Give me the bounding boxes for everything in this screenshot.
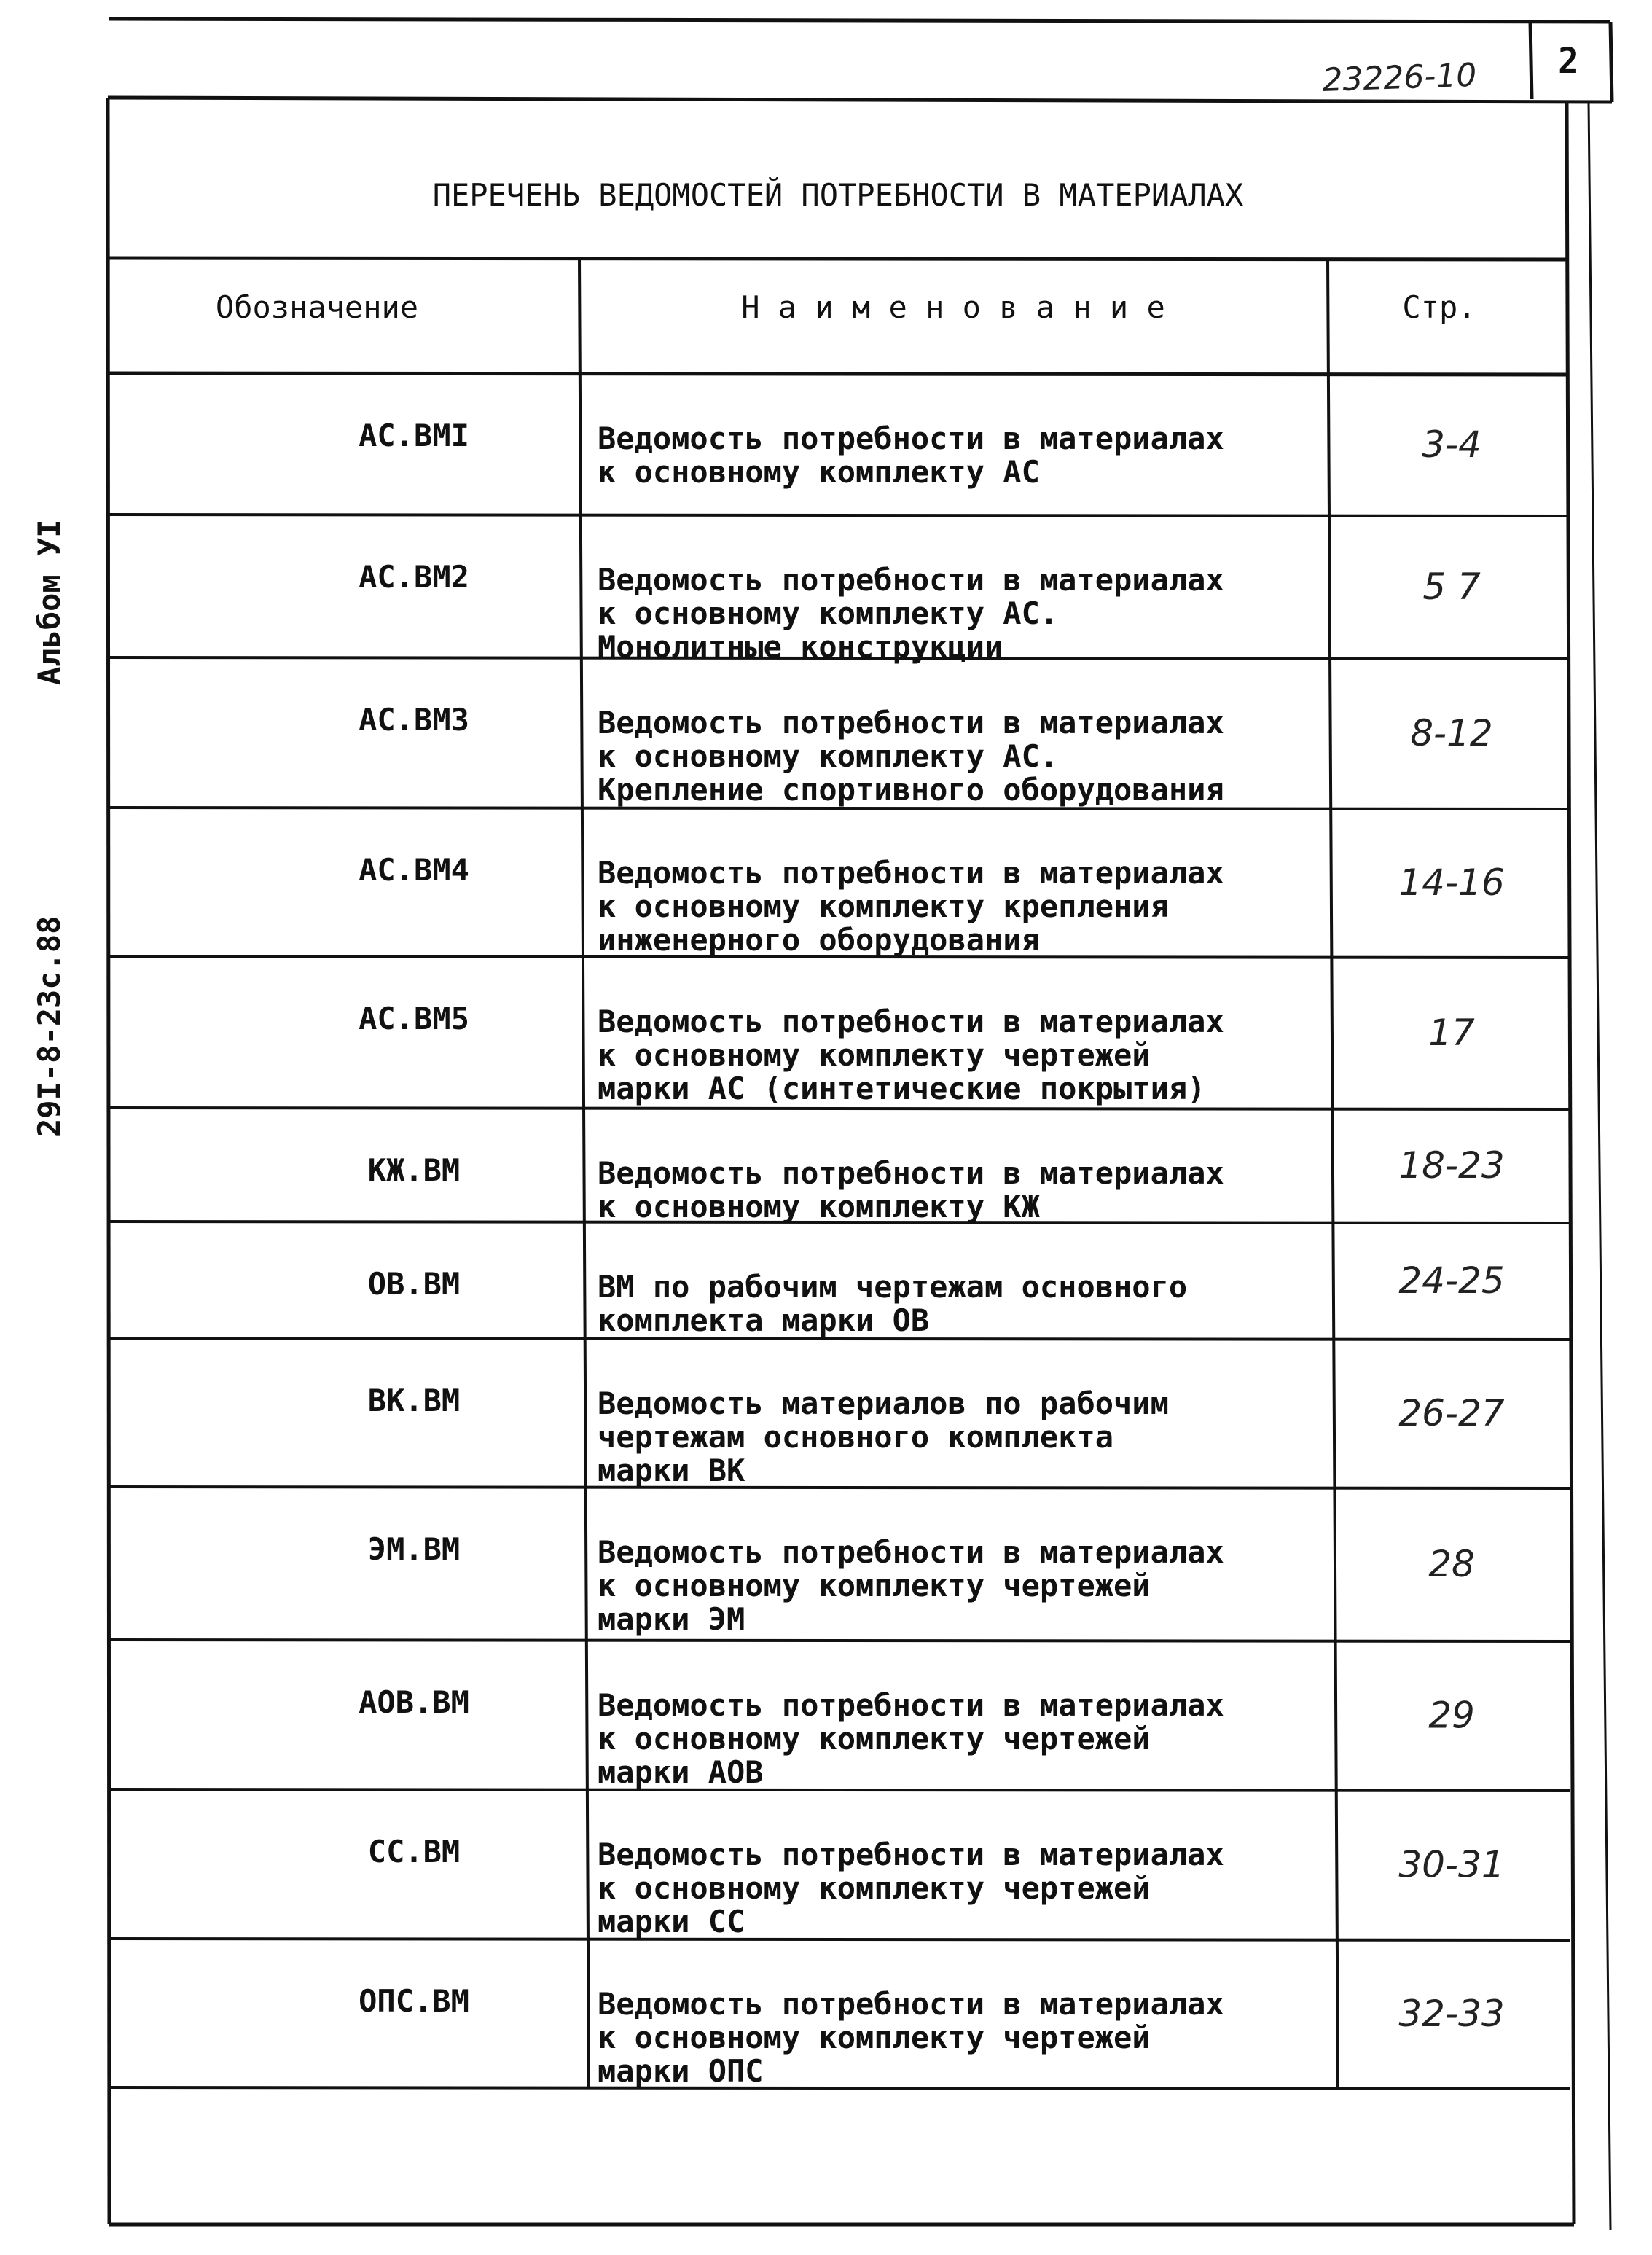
row-name-line: Ведомость потребности в материалах (598, 1155, 1224, 1191)
table-row (359, 702, 1493, 808)
row-designation: АС.ВМI (359, 418, 469, 453)
row-page-range: 28 (1428, 1543, 1475, 1585)
row-name-line: к основному комплекту АС. (598, 738, 1059, 774)
page-number: 2 (1558, 41, 1579, 82)
row-name-line: к основному комплекту АС (598, 454, 1040, 490)
table-row (359, 559, 1481, 665)
row-page-range: 30-31 (1398, 1843, 1505, 1886)
document-title: ПЕРЕЧЕНЬ ВЕДОМОСТЕЙ ПОТРЕБНОСТИ В МАТЕРИАЛАХ (432, 177, 1244, 213)
row-page-range: 26-27 (1398, 1392, 1505, 1434)
row-designation: ОПС.ВМ (359, 1983, 469, 2019)
row-name-line: к основному комплекту чертежей (598, 1037, 1151, 1073)
row-name-line: марки ЭМ (598, 1601, 745, 1637)
row-name-line: Ведомость потребности в материалах (598, 1004, 1224, 1039)
side-album-label: Альбом УI (31, 519, 67, 685)
column-header-name: Н а и м е н о в а н и е (741, 289, 1165, 325)
row-name-line: к основному комплекту чертежей (598, 1721, 1151, 1756)
row-name-line: Монолитные конструкции (598, 629, 1003, 665)
row-name-line: комплекта марки ОВ (598, 1302, 930, 1338)
row-page-range: 24-25 (1398, 1259, 1505, 1302)
row-name-line: Ведомость потребности в материалах (598, 1534, 1224, 1570)
row-page-range: 14-16 (1398, 861, 1505, 904)
row-designation: АС.ВМ5 (359, 1001, 469, 1036)
row-name-line: Ведомость потребности в материалах (598, 1687, 1224, 1723)
row-name-line: марки ОПС (598, 2053, 764, 2089)
table-row (359, 418, 1481, 490)
row-designation: ОВ.ВМ (367, 1266, 461, 1302)
row-page-range: 5 7 (1422, 566, 1481, 608)
row-name-line: марки АОВ (598, 1754, 764, 1790)
row-page-range: 17 (1428, 1012, 1475, 1054)
row-name-line: к основному комплекту крепления (598, 888, 1169, 924)
row-name-line: Ведомость потребности в материалах (598, 562, 1224, 598)
doc-number: 23226-10 (1321, 56, 1478, 99)
column-header-page: Стр. (1402, 289, 1476, 325)
row-name-line: ВМ по рабочим чертежам основного (598, 1269, 1188, 1305)
row-designation: АС.ВМ3 (359, 702, 469, 738)
row-designation: АС.ВМ4 (359, 852, 469, 888)
row-designation: АОВ.ВМ (359, 1684, 469, 1720)
row-name-line: к основному комплекту чертежей (598, 1870, 1151, 1906)
row-page-range: 8-12 (1410, 712, 1493, 754)
row-name-line: Ведомость потребности в материалах (598, 1986, 1224, 2022)
row-name-line: марки АС (синтетические покрытия) (598, 1071, 1206, 1106)
row-name-line: Ведомость потребности в материалах (598, 855, 1224, 891)
row-name-line: Крепление спортивного оборудования (598, 772, 1224, 808)
row-designation: КЖ.ВМ (367, 1152, 461, 1188)
row-page-range: 29 (1428, 1694, 1475, 1737)
row-page-range: 3-4 (1422, 423, 1481, 466)
column-header-designation: Обозначение (215, 289, 419, 325)
row-designation: ЭМ.ВМ (367, 1531, 461, 1567)
row-name-line: к основному комплекту чертежей (598, 1568, 1151, 1603)
row-designation: ВК.ВМ (367, 1383, 461, 1418)
row-name-line: к основному комплекту АС. (598, 595, 1059, 631)
row-name-line: к основному комплекту КЖ (598, 1189, 1040, 1224)
row-name-line: инженерного оборудования (598, 922, 1040, 958)
row-page-range: 18-23 (1398, 1144, 1505, 1187)
table-row (359, 1684, 1475, 1790)
row-name-line: Ведомость потребности в материалах (598, 705, 1224, 740)
table-row (368, 1834, 1505, 1939)
side-series-label: 29I-8-23с.88 (31, 915, 67, 1137)
table-row (359, 1001, 1475, 1106)
row-page-range: 32-33 (1398, 1993, 1505, 2035)
row-name-line: чертежам основного комплекта (598, 1419, 1114, 1455)
row-name-line: Ведомость потребности в материалах (598, 421, 1224, 456)
row-designation: АС.ВМ2 (359, 559, 469, 595)
row-name-line: Ведомость материалов по рабочим (598, 1386, 1169, 1421)
row-designation: СС.ВМ (367, 1834, 461, 1869)
row-name-line: Ведомость потребности в материалах (598, 1837, 1224, 1872)
table-row (359, 1983, 1505, 2089)
row-name-line: марки СС (598, 1904, 745, 1939)
row-name-line: к основному комплекту чертежей (598, 2020, 1151, 2055)
table-row (368, 1531, 1475, 1637)
row-name-line: марки ВК (598, 1453, 745, 1488)
